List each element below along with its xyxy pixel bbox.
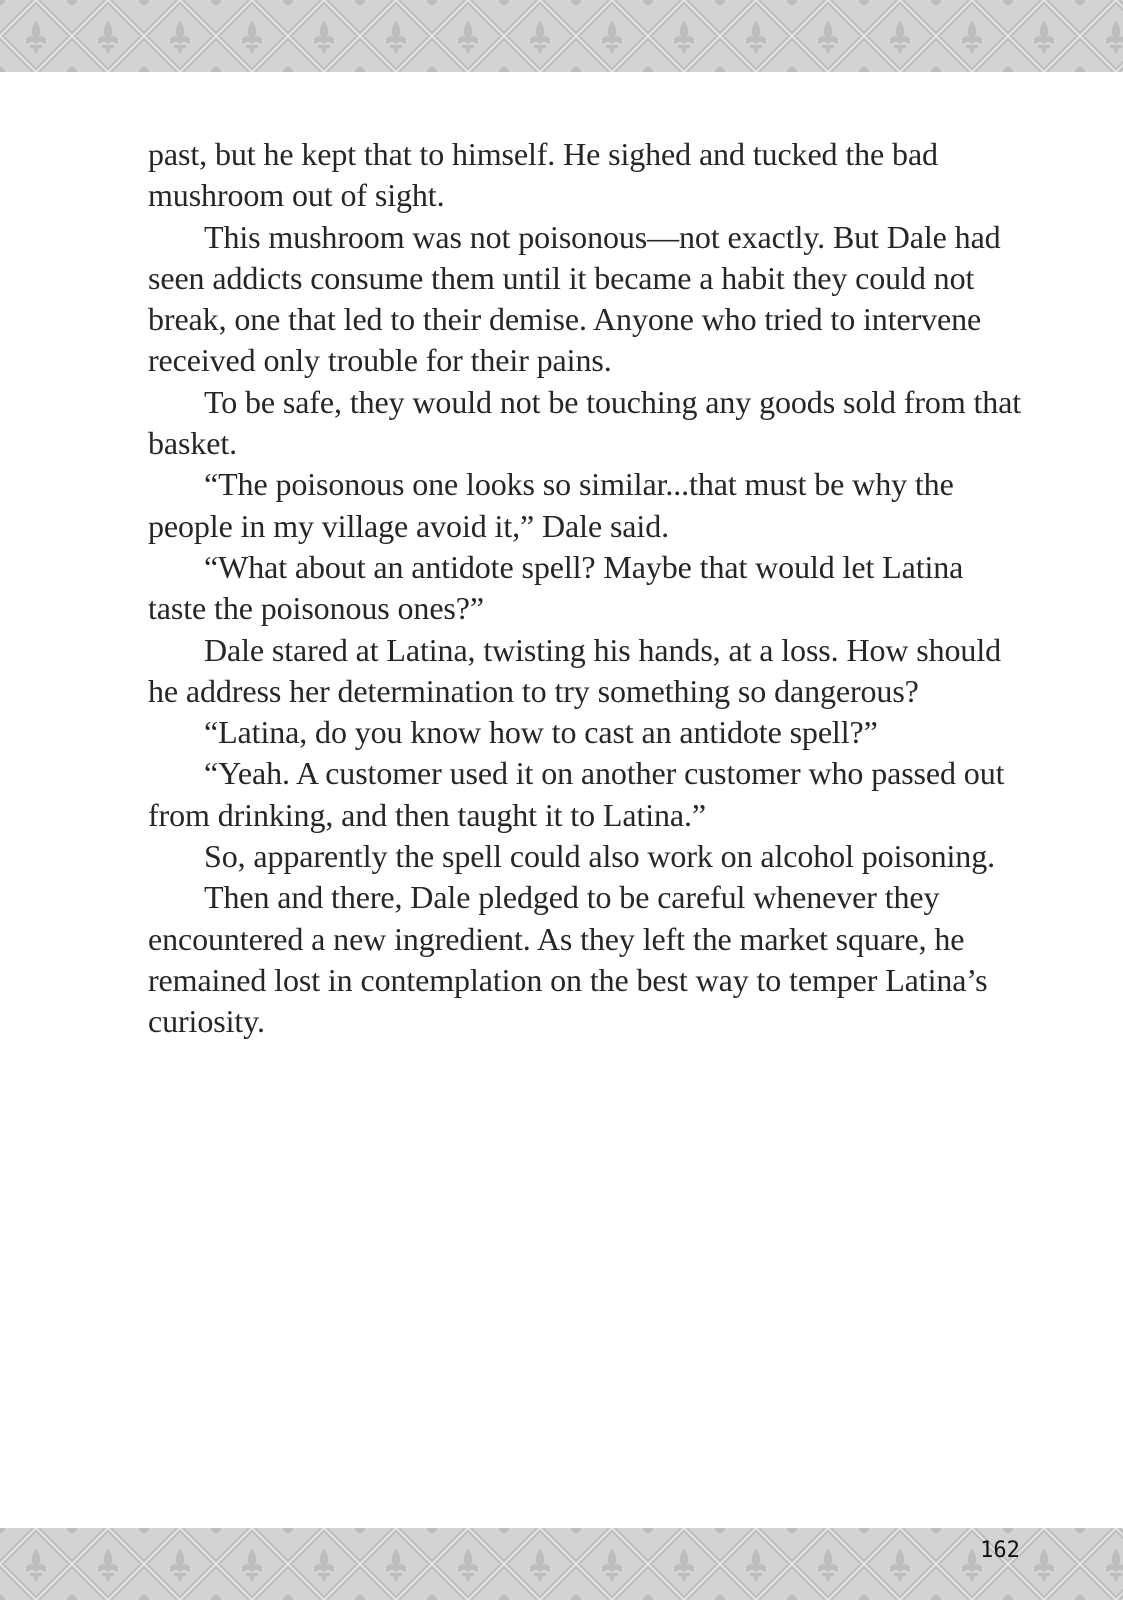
body-text (148, 134, 1028, 1043)
paragraph: “Yeah. A customer used it on another customer who passed out from drinking, and then taught it to Latina.” (148, 755, 1005, 833)
paragraph: This mushroom was not poisonous—not exactly. But Dale had seen addicts consume them until it became a habit they could not break, one that led to their demise. Anyone who tried to intervene received only trouble for their pains. (148, 218, 1001, 379)
top-decorative-border (0, 0, 1123, 72)
paragraph: Then and there, Dale pledged to be careful whenever they encountered a new ingredient. As they left the market square, he remained lost in contemplation on the best way to temper Latina’s curiosity. (148, 879, 988, 1040)
paragraph: “What about an antidote spell? Maybe that would let Latina taste the poisonous ones?” (148, 548, 964, 627)
paragraph: So, apparently the spell could also work on alcohol poisoning. (204, 838, 996, 875)
fleur-de-lis-pattern-icon (0, 1528, 1123, 1600)
paragraph: “Latina, do you know how to cast an antidote spell?” (204, 714, 878, 751)
paragraph: Dale stared at Latina, twisting his hands, at a loss. How should he address her determination to try something so dangerous? (148, 631, 1002, 709)
bottom-decorative-border (0, 1528, 1123, 1600)
page-number: 162 (980, 1538, 1020, 1563)
fleur-de-lis-pattern-icon (0, 0, 1123, 72)
paragraph: “The poisonous one looks so similar...that must be why the people in my village avoid it,” Dale said. (148, 466, 954, 544)
paragraph: past, but he kept that to himself. He sighed and tucked the bad mushroom out of sight. (148, 136, 938, 214)
paragraph: To be safe, they would not be touching any goods sold from that basket. (148, 383, 1022, 462)
